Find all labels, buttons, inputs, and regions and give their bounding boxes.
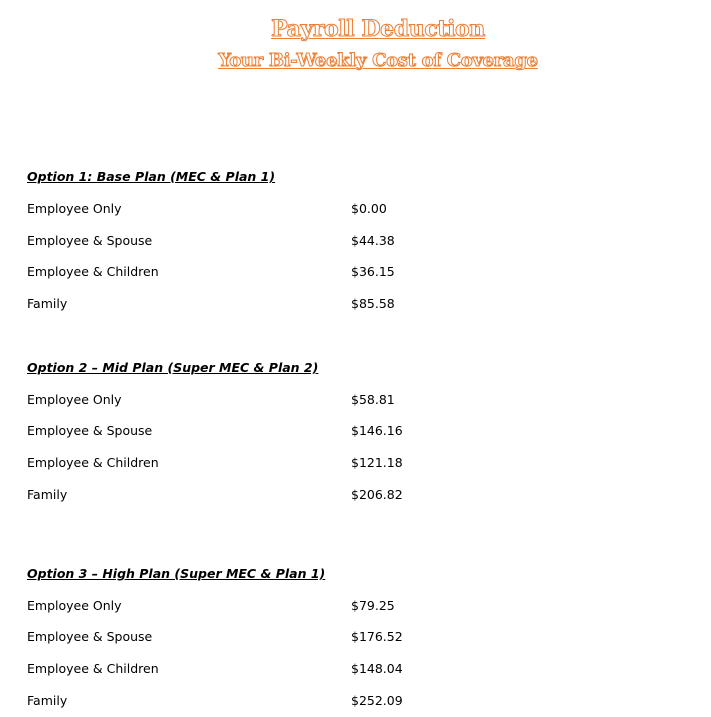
coverage-label: Employee & Children xyxy=(27,661,159,676)
table-row xyxy=(27,693,707,713)
option-1-heading: Option 1: Base Plan (MEC & Plan 1) xyxy=(27,169,276,184)
coverage-label: Employee & Children xyxy=(27,455,159,470)
coverage-label: Employee & Children xyxy=(27,264,159,279)
coverage-amount: $85.58 xyxy=(351,296,395,311)
coverage-label: Employee & Spouse xyxy=(27,423,153,438)
coverage-amount: $176.52 xyxy=(351,629,403,644)
page-title: Payroll Deduction xyxy=(271,16,485,42)
table-row xyxy=(27,264,707,284)
coverage-amount: $0.00 xyxy=(351,201,387,216)
table-row xyxy=(27,629,707,649)
table-row xyxy=(27,455,707,475)
coverage-amount: $206.82 xyxy=(351,487,403,502)
coverage-label: Employee Only xyxy=(27,201,122,216)
coverage-amount: $79.25 xyxy=(351,598,395,613)
table-row xyxy=(27,598,707,618)
table-row xyxy=(27,201,707,221)
table-row xyxy=(27,233,707,253)
coverage-label: Family xyxy=(27,487,68,502)
table-row xyxy=(27,392,707,412)
coverage-label: Employee Only xyxy=(27,598,122,613)
coverage-label: Employee & Spouse xyxy=(27,233,153,248)
coverage-label: Employee & Spouse xyxy=(27,629,153,644)
option-3-heading: Option 3 – High Plan (Super MEC & Plan 1) xyxy=(27,566,326,581)
coverage-amount: $36.15 xyxy=(351,264,395,279)
table-row xyxy=(27,487,707,507)
coverage-label: Employee Only xyxy=(27,392,122,407)
table-row xyxy=(27,661,707,681)
coverage-amount: $44.38 xyxy=(351,233,395,248)
coverage-amount: $148.04 xyxy=(351,661,403,676)
table-row xyxy=(27,423,707,443)
page-subtitle: Your Bi-Weekly Cost of Coverage xyxy=(218,50,538,71)
coverage-amount: $252.09 xyxy=(351,693,403,708)
coverage-label: Family xyxy=(27,693,68,708)
table-row xyxy=(27,296,707,316)
coverage-amount: $58.81 xyxy=(351,392,395,407)
coverage-label: Family xyxy=(27,296,68,311)
option-2-heading: Option 2 – Mid Plan (Super MEC & Plan 2) xyxy=(27,360,319,375)
coverage-amount: $146.16 xyxy=(351,423,403,438)
coverage-amount: $121.18 xyxy=(351,455,403,470)
